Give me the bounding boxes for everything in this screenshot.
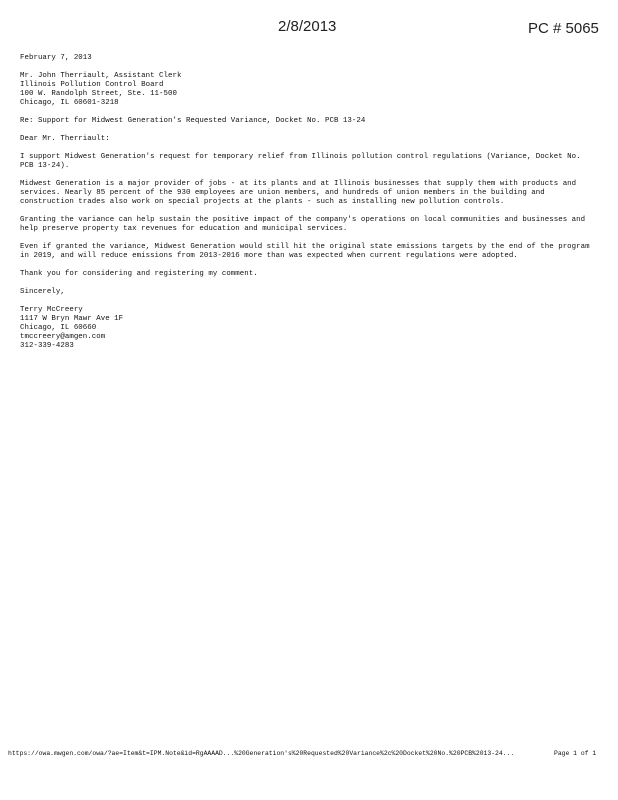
address-line: Mr. John Therriault, Assistant Clerk [20,72,182,80]
signature-name: Terry McCreery [20,306,83,314]
body-paragraph: Thank you for considering and registering my comment. [20,270,258,278]
letter-body [20,54,592,360]
fax-date-stamp: 2/8/2013 [278,18,337,35]
address-line: Illinois Pollution Control Board [20,81,164,89]
salutation: Dear Mr. Therriault: [20,135,110,143]
signature-street: 1117 W Bryn Mawr Ave 1F [20,315,124,323]
signature-email: tmccreery@amgen.com [20,333,106,341]
signature-city: Chicago, IL 60660 [20,324,97,332]
body-paragraph: I support Midwest Generation's request for temporary relief from Illinois pollution control regulations (Variance, Docket No. PCB 13-24). [20,153,581,170]
body-paragraph: Granting the variance can help sustain the positive impact of the company's operations on local communities and businesses and help preserve property tax revenues for education and municipal services. [20,216,586,233]
footer-page-number: Page 1 of 1 [554,750,597,757]
address-line: Chicago, IL 60601-3218 [20,99,119,107]
footer-url: https://owa.mwgen.com/owa/?ae=Item&t=IPM.Note&id=RgAAAAD...%20Generation's%20Requested%20Variance%2c%20Docket%20No.%20PCB%2013-24... [8,750,515,757]
subject-line: Re: Support for Midwest Generation's Requested Variance, Docket No. PCB 13-24 [20,117,366,125]
closing: Sincerely, [20,288,65,296]
letter-date: February 7, 2013 [20,54,92,62]
signature-block [20,306,592,351]
address-line: 100 W. Randolph Street, Ste. 11-500 [20,90,177,98]
recipient-address [20,72,592,108]
body-paragraph: Midwest Generation is a major provider of jobs - at its plants and at Illinois businesses that supply them with products and services. Nearly 85 percent of the 930 employees are union members, and hundreds of union members in the building and construction trades also work on special projects at the plants - such as installing new pollution controls. [20,180,577,206]
signature-phone: 312-339-4283 [20,342,74,350]
body-paragraph: Even if granted the variance, Midwest Generation would still hit the original state emissions targets by the end of the program in 2019, and will reduce emissions from 2013-2016 more than was expected when current regulations were adopted. [20,243,590,260]
pc-number-stamp: PC # 5065 [528,20,599,37]
